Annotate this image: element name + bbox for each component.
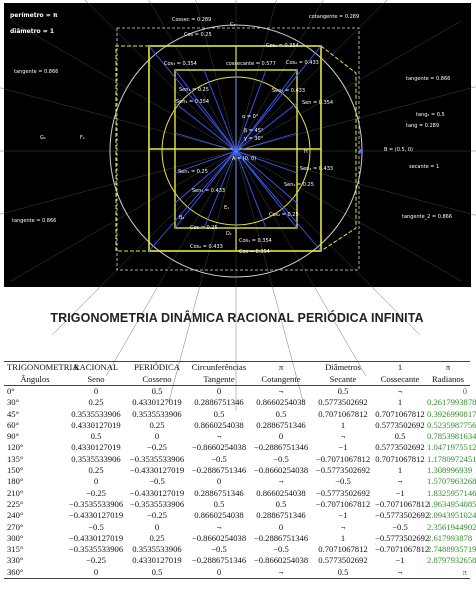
table-cell: 210°: [7, 487, 24, 498]
header-pi-2: π: [445, 362, 451, 373]
table-cell: 0: [216, 476, 222, 487]
table-cell: 0.5235987756: [427, 419, 476, 430]
table-cell: −0.3535533906: [68, 544, 124, 555]
table-cell: 270°: [7, 521, 24, 532]
table-cell: 0: [278, 431, 284, 442]
table-cell: −0.3535533906: [129, 498, 185, 509]
figure-label: Cos₃ = 0.354: [164, 61, 197, 67]
figure-label: C₁: [230, 22, 236, 28]
header-seno: Seno: [87, 373, 105, 384]
table-cell: 0.5773502692: [375, 419, 425, 430]
table-cell: 0.7853981634: [427, 431, 476, 442]
table-cell: −0.5773502692: [375, 532, 430, 543]
table-cell: 0: [66, 566, 126, 578]
table-cell: 0.5: [90, 431, 102, 442]
table-cell: 1.308996939: [427, 465, 473, 476]
figure-label: tangente = 0.866: [12, 218, 57, 224]
table-body: [4, 385, 476, 578]
figure-label: γ = 30°: [244, 136, 264, 142]
header-angulos: Ângulos: [20, 373, 50, 384]
table-cell: 0.5773502692: [318, 555, 368, 566]
table-cell: −0.5: [273, 453, 289, 464]
figure-label: tang₂ = 0.5: [416, 112, 445, 118]
table-cell: −0.3535533906: [129, 453, 185, 464]
table-cell: −0.5: [211, 544, 227, 555]
table-cell: −0.2886751346: [253, 532, 309, 543]
table-cell: 225°: [7, 498, 24, 509]
table-row: [4, 566, 470, 578]
table-cell: −0.25: [86, 487, 106, 498]
header-tangente: Tangente: [203, 373, 235, 384]
table-cell: ¬: [250, 566, 312, 578]
header-radianos: Radianos: [432, 373, 464, 384]
table-row: [4, 442, 470, 453]
table-row: [4, 499, 470, 510]
table-cell: 0.8660254038: [194, 419, 244, 430]
table-cell: ¬: [216, 431, 222, 442]
table-cell: 45°: [7, 408, 20, 419]
table-cell: −0.5773502692: [315, 487, 371, 498]
table-row: [4, 419, 470, 430]
table-row: [4, 408, 470, 419]
table-cell: 0: [154, 521, 160, 532]
header-cossecante: Cossecante: [380, 373, 420, 384]
table-cell: −0.8660254038: [191, 532, 247, 543]
figure-label: Cos₁ = 0.354: [239, 238, 272, 244]
table-cell: 0.7071067812: [318, 408, 368, 419]
table-cell: −1: [395, 487, 405, 498]
figure-label: B = (0.5, 0): [384, 147, 414, 153]
figure-label: Sen₃ = 0.354: [176, 99, 210, 105]
table-row: [4, 532, 470, 543]
figure-label: H: [304, 149, 308, 155]
table-row: [4, 555, 470, 566]
table-cell: −0.4330127019: [129, 465, 185, 476]
table-cell: ¬: [340, 521, 346, 532]
figure-label: Cos₄ = 0.354: [266, 43, 299, 49]
table-cell: 1: [397, 465, 403, 476]
header-one: 1: [397, 362, 403, 373]
figure-label: Cos = 0.25: [190, 225, 218, 231]
perimeter-label: perímetro = π: [10, 12, 58, 19]
figure-label: Cos₂ = 0.433: [286, 60, 319, 66]
table-cell: ¬: [278, 476, 284, 487]
table-cell: −1: [395, 555, 405, 566]
table-cell: −0.2886751346: [253, 442, 309, 453]
table-cell: −0.5: [88, 521, 104, 532]
figure-label: Cos₂ = 0.25: [269, 212, 299, 218]
table-cell: 0: [462, 385, 467, 396]
figure-label: Cos = 0.25: [184, 32, 212, 38]
table-row: [4, 510, 470, 521]
table-cell: 0.7071067812: [375, 453, 425, 464]
figure-label: secante = 1: [409, 164, 440, 170]
table-cell: −0.3535533906: [68, 498, 124, 509]
table-cell: 0.3535533906: [132, 408, 182, 419]
table-cell: 0: [154, 431, 160, 442]
table-cell: 0.4330127019: [132, 397, 182, 408]
figure-label: tangente = 0.866: [406, 76, 451, 82]
header-cotangente: Cotangente: [261, 373, 301, 384]
table-cell: 1.0471975512: [427, 442, 476, 453]
table-cell: 0.3535533906: [132, 544, 182, 555]
figure-label: cotangente = 0.289: [309, 14, 360, 20]
table-cell: 315°: [7, 544, 24, 555]
page-title: TRIGONOMETRIA DINÂMICA RACIONAL PERIÓDICA INFINITA: [50, 311, 424, 325]
table-cell: 0.25: [149, 419, 165, 430]
table-cell: 2.3561944902: [427, 521, 476, 532]
table-row: [4, 521, 470, 532]
table-cell: 240°: [7, 510, 24, 521]
figure-label: Sen₄ = 0.25: [179, 87, 209, 93]
table-cell: 0.3535533906: [71, 408, 121, 419]
table-row: [4, 465, 470, 476]
table-cell: −0.8660254038: [253, 555, 309, 566]
table-cell: 1.9634954085: [427, 498, 476, 509]
table-cell: −0.5773502692: [315, 465, 371, 476]
table-cell: 0.5: [213, 498, 225, 509]
table-cell: 0: [188, 566, 250, 578]
geometry-canvas: [4, 3, 471, 287]
table-cell: −0.25: [86, 555, 106, 566]
table-cell: ¬: [397, 385, 403, 396]
figure-label: D₁: [226, 231, 232, 237]
table-cell: 180°: [7, 476, 24, 487]
figure-label: Sen₁ = 0.25: [284, 182, 314, 188]
table-cell: −0.5: [149, 476, 165, 487]
table-cell: −0.5773502692: [375, 510, 430, 521]
table-cell: −0.25: [147, 510, 167, 521]
table-cell: ¬: [278, 385, 284, 396]
table-header-row-2: [4, 373, 470, 385]
header-pi: π: [278, 362, 284, 373]
table-row: [4, 453, 470, 464]
table-cell: 0.5: [126, 566, 188, 578]
table-cell: 0.3926990817: [427, 408, 476, 419]
figure-label: E₁: [224, 205, 230, 211]
table-cell: −0.5: [211, 453, 227, 464]
table-cell: 1.1780972451: [427, 453, 476, 464]
table-cell: 0.8660254038: [256, 397, 306, 408]
table-cell: −0.2886751346: [191, 465, 247, 476]
point-b[interactable]: [359, 149, 363, 153]
figure-label: Sen₁ = 0.25: [178, 169, 208, 175]
table-cell: 0.4330127019: [71, 419, 121, 430]
figure-label: Sen₁ = 0.433: [192, 188, 226, 194]
table-row: [4, 487, 470, 498]
table-row: [4, 431, 470, 442]
figure-label: A = (0, 0): [232, 156, 257, 162]
table-cell: 0.7071067812: [375, 408, 425, 419]
figure-label: Cos = 0.354: [239, 249, 270, 255]
table-cell: −0.4330127019: [68, 510, 124, 521]
figure-label: F₁: [80, 135, 85, 141]
figure-label: Cos₂ = 0.433: [190, 244, 223, 250]
table-cell: 0.8660254038: [256, 487, 306, 498]
table-cell: 1: [340, 532, 346, 543]
table-cell: −0.5: [335, 476, 351, 487]
table-cell: 0.2886751346: [256, 419, 306, 430]
table-cell: 0.5: [151, 385, 163, 396]
table-cell: −0.5: [273, 544, 289, 555]
table-row: [4, 397, 470, 408]
trig-table: [4, 361, 476, 579]
table-cell: −0.7071067812: [315, 498, 371, 509]
figure-label: Sen₂ = 0.433: [300, 166, 334, 172]
center-point-a[interactable]: [234, 149, 238, 153]
table-cell: −0.7071067812: [375, 544, 430, 555]
table-cell: 0.5: [275, 408, 287, 419]
table-cell: 0.5: [394, 431, 406, 442]
table-cell: 0.7071067812: [318, 544, 368, 555]
table-cell: 0: [216, 385, 222, 396]
table-cell: 2.7488935719: [427, 544, 476, 555]
figure-label: Sen = 0.354: [302, 100, 334, 106]
figure-label: B₁: [179, 215, 185, 221]
table-header-row-1: [4, 362, 470, 374]
table-cell: 0°: [7, 385, 15, 396]
table-cell: 0.2886751346: [256, 510, 306, 521]
figure-label: α = 0°: [242, 114, 259, 120]
table-cell: 2.8797932658: [427, 555, 476, 566]
table-cell: 0.5: [312, 566, 374, 578]
table-cell: 0.5: [213, 408, 225, 419]
table-cell: 0.5: [337, 385, 349, 396]
table-cell: 0.2617993878: [427, 397, 476, 408]
header-trigonometria: TRIGONOMETRIA: [7, 362, 79, 373]
table-cell: −0.5: [392, 521, 408, 532]
table-cell: 1: [397, 397, 403, 408]
table-cell: 135°: [7, 453, 24, 464]
table-row: [4, 385, 470, 397]
table-cell: −0.25: [147, 442, 167, 453]
header-racional: RACIONAL: [73, 362, 119, 373]
table-cell: −0.4330127019: [129, 487, 185, 498]
table-cell: 0.4330127019: [132, 555, 182, 566]
table-cell: ¬: [397, 476, 403, 487]
table-cell: 0.5: [275, 498, 287, 509]
table-cell: −0.8660254038: [191, 442, 247, 453]
figure-label: tang = 0.289: [406, 123, 440, 129]
table-cell: 0.2886751346: [194, 487, 244, 498]
figure-label: tangente_2 = 0.866: [402, 214, 453, 220]
table-cell: 0: [93, 476, 99, 487]
header-cosseno: Cosseno: [142, 373, 172, 384]
table-cell: 0.3535533906: [71, 453, 121, 464]
table-cell: 0.8660254038: [194, 510, 244, 521]
table-cell: 330°: [7, 555, 24, 566]
figure-label: cossecante = 0.577: [226, 61, 276, 67]
header-circunferencias: Circunferências: [191, 362, 247, 373]
table-cell: −0.7071067812: [375, 498, 430, 509]
table-cell: 1: [340, 419, 346, 430]
table-cell: −0.8660254038: [253, 465, 309, 476]
table-cell: 60°: [7, 419, 20, 430]
table-cell: 360°: [4, 566, 66, 578]
table-cell: 0: [278, 521, 284, 532]
header-periodica: PERIÓDICA: [134, 362, 180, 373]
table-cell: 0.2886751346: [194, 397, 244, 408]
table-cell: 1.8325957146: [427, 487, 476, 498]
table-row: [4, 544, 470, 555]
figure-label: Sen₃ = 0.433: [272, 88, 306, 94]
table-cell: 90°: [7, 431, 20, 442]
table-cell: 300°: [7, 532, 24, 543]
table-cell: 0.5773502692: [318, 397, 368, 408]
figure-label: G₁: [40, 135, 46, 141]
table-cell: ¬: [340, 431, 346, 442]
table-cell: ¬: [216, 521, 222, 532]
geometry-figure: [4, 3, 471, 287]
table-cell: −1: [338, 442, 348, 453]
table-cell: π: [426, 566, 470, 578]
table-cell: ¬: [374, 566, 426, 578]
table-cell: 0.25: [88, 397, 104, 408]
header-diametros: Diâmetros: [325, 362, 361, 373]
table-cell: 0.5773502692: [375, 442, 425, 453]
table-cell: 0.25: [149, 532, 165, 543]
table-cell: 1.5707963268: [427, 476, 476, 487]
table-cell: 0: [93, 385, 99, 396]
table-cell: −0.7071067812: [315, 453, 371, 464]
figure-label: tangente = 0.866: [14, 69, 59, 75]
figure-label: Cossec = 0.289: [172, 17, 212, 23]
table-cell: −0.4330127019: [68, 532, 124, 543]
table-cell: 30°: [7, 397, 20, 408]
figure-label: β = 45°: [244, 128, 264, 134]
table-cell: 0.25: [88, 465, 104, 476]
diameter-label: diâmetro = 1: [10, 28, 55, 35]
table-cell: 120°: [7, 442, 24, 453]
table-cell: 150°: [7, 465, 24, 476]
header-secante: Secante: [329, 373, 357, 384]
table-cell: 0.4330127019: [71, 442, 121, 453]
table-cell: −1: [338, 510, 348, 521]
table-cell: 2.617993878: [427, 532, 473, 543]
table-cell: 2.0943951024: [427, 510, 476, 521]
table-cell: −0.2886751346: [191, 555, 247, 566]
table-row: [4, 476, 470, 487]
